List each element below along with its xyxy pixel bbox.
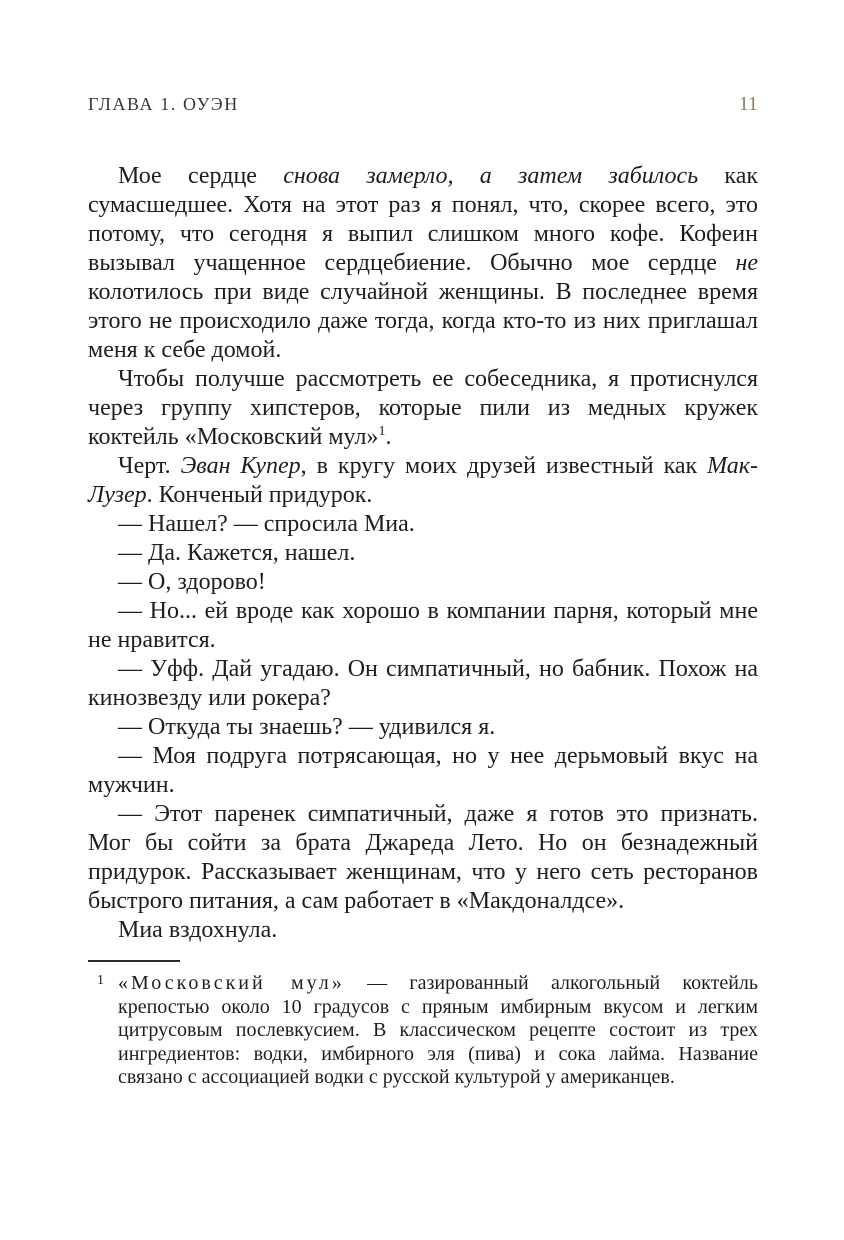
footnote-rest: — газированный алкогольный коктейль крепостью около 10 градусов с пряным имбирным вкусом и легким цитрусовым послевкусием. В классическом рецепте состоит из трех ингредиентов: водки, имбирного эля (пива) и сока лайма. Название связано с ассоциацией водки с русской культурой у американцев. bbox=[118, 972, 758, 1088]
text-run: — О, здорово! bbox=[118, 569, 266, 595]
italic-text-run: Эван Купер bbox=[180, 453, 301, 479]
text-run: — Да. Кажется, нашел. bbox=[118, 540, 356, 566]
footnote-number: 1 bbox=[97, 973, 104, 988]
text-run: Миа вздохнула. bbox=[118, 917, 278, 943]
text-run: — Но... ей вроде как хорошо в компании парня, который мне не нравится. bbox=[88, 598, 758, 653]
italic-text-run: снова замерло, а затем забилось bbox=[283, 163, 699, 189]
text-run: . Конченый придурок. bbox=[146, 482, 373, 508]
text-run: — Моя подруга потрясающая, но у нее дерьмовый вкус на мужчин. bbox=[88, 743, 758, 798]
body-paragraph bbox=[88, 597, 758, 655]
text-run: . bbox=[385, 424, 392, 450]
footnote-lead: «Московский мул» bbox=[118, 972, 345, 994]
text-run: — Уфф. Дай угадаю. Он симпатичный, но бабник. Похож на кинозвезду или рокера? bbox=[88, 656, 758, 711]
text-run: Чтобы получше рассмотреть ее собеседника, я протиснулся через группу хипстеров, которые пили из медных кружек коктейль «Московский мул» bbox=[88, 366, 758, 450]
body-paragraph bbox=[88, 713, 758, 742]
text-run: колотилось при виде случайной женщины. В последнее время этого не происходило даже тогда, когда кто-то из них приглашал меня к себе домой. bbox=[88, 279, 758, 363]
body-paragraph bbox=[88, 452, 758, 510]
page-number: 11 bbox=[738, 93, 758, 115]
footnote-rule bbox=[88, 960, 180, 962]
text-run: как сумасшедшее. Хотя на этот раз я понял, что, скорее всего, это потому, что сегодня я выпил слишком много кофе. Кофеин вызывал учащенное сердцебиение. Обычно мое сердце bbox=[88, 163, 759, 276]
italic-text-run: не bbox=[735, 250, 758, 276]
body-paragraph bbox=[88, 510, 758, 539]
text-run: — Откуда ты знаешь? — удивился я. bbox=[118, 714, 496, 740]
footnote-ref: 1 bbox=[378, 424, 386, 439]
text-run: Мое сердце bbox=[118, 163, 284, 189]
text-run: — Нашел? — спросила Миа. bbox=[118, 511, 415, 537]
page-header bbox=[88, 93, 758, 116]
body-paragraph bbox=[88, 568, 758, 597]
footnote bbox=[88, 960, 758, 1090]
text-run: , в кругу моих друзей известный как bbox=[300, 453, 708, 479]
body-paragraph bbox=[88, 365, 758, 452]
body-paragraph bbox=[88, 800, 758, 916]
body-paragraph bbox=[88, 539, 758, 568]
body-paragraph bbox=[88, 742, 758, 800]
body-paragraph bbox=[88, 162, 758, 365]
body-paragraph bbox=[88, 916, 758, 945]
body-paragraph bbox=[88, 655, 758, 713]
italic-text-run: Мак-Лузер bbox=[88, 453, 759, 508]
text-run: Черт. bbox=[118, 453, 181, 479]
text-run: — Этот паренек симпатичный, даже я готов это признать. Мог бы сойти за брата Джареда Лето. Но он безнадежный придурок. Рассказывает женщинам, что у него сеть ресторанов быстрого питания, а сам работает в «Макдоналдсе». bbox=[88, 801, 758, 914]
footnote-row bbox=[88, 972, 758, 1090]
footnote-text bbox=[118, 972, 758, 1090]
chapter-title: ГЛАВА 1. ОУЭН bbox=[88, 94, 239, 114]
body-text bbox=[88, 162, 758, 945]
